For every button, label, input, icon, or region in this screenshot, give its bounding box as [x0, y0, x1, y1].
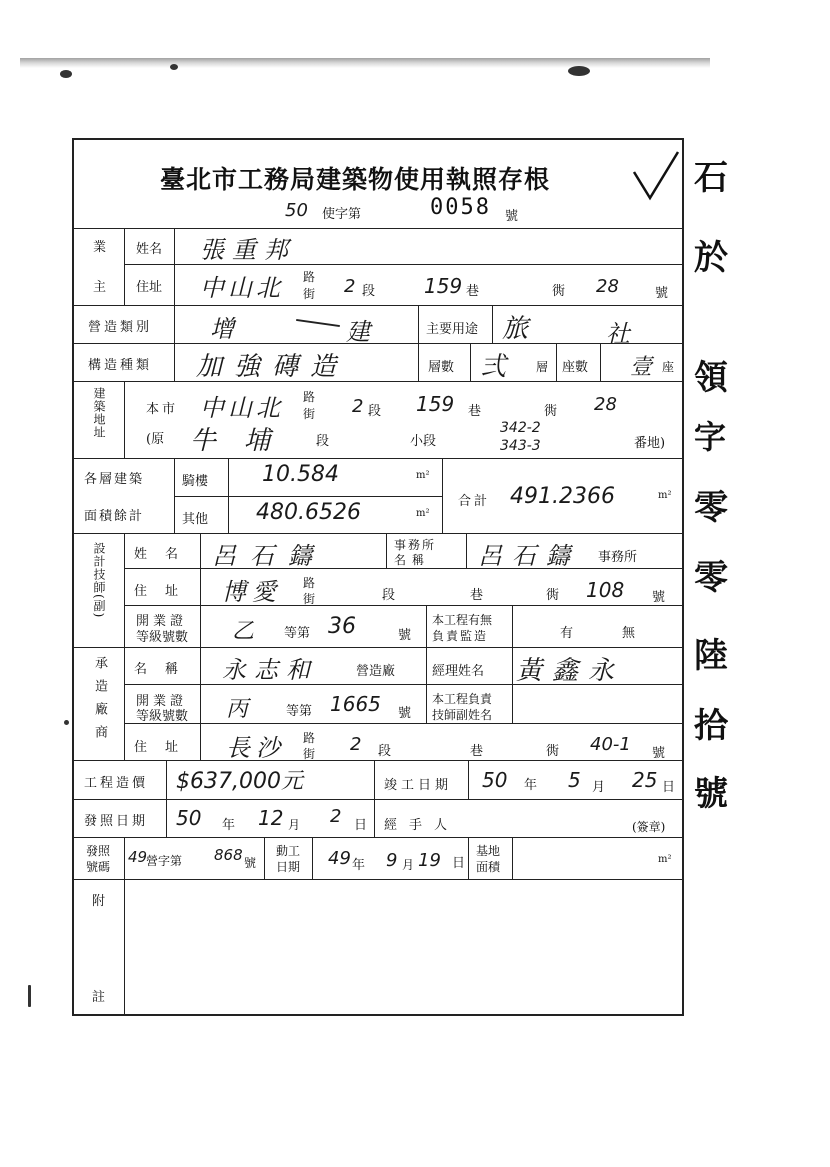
designer-number: 108: [586, 578, 625, 602]
col-divider: [512, 605, 513, 647]
owner-addr-city: 中山北: [200, 274, 284, 302]
scan-edge-shadow: [20, 58, 710, 68]
cost-value: $637,000元: [176, 769, 303, 794]
contractor-road-label: 路: [303, 731, 316, 745]
owner-section-label: 段: [362, 284, 376, 299]
manager-name: 黃鑫永: [516, 656, 625, 686]
sign-label: (簽章): [632, 820, 666, 834]
issue-day: 2: [330, 806, 342, 827]
site-city: 本市: [146, 402, 179, 417]
designer-lane-label: 巷: [470, 588, 484, 603]
use-value-2: 社: [606, 320, 630, 348]
col-divider: [426, 647, 427, 723]
margin-stamp: [692, 150, 732, 830]
area-label-2: 面積餘計: [84, 509, 145, 524]
col-divider: [166, 760, 167, 799]
site-orig-label: (原: [146, 432, 165, 447]
permit-value-suffix: 號: [244, 856, 257, 870]
margin-glyph: 領: [694, 358, 728, 398]
manager-label: 經理姓名: [432, 664, 485, 679]
designer-section-label: 段: [382, 588, 396, 603]
contractor-number: 40-1: [590, 734, 631, 755]
margin-glyph: 零: [694, 488, 728, 528]
col-divider: [124, 879, 125, 1016]
contractor-street-label: 街: [303, 747, 316, 761]
col-divider: [512, 837, 513, 879]
col-divider: [466, 533, 467, 568]
col-divider: [124, 381, 125, 458]
site-lane-label: 巷: [468, 404, 482, 419]
site-section-label: 段: [368, 404, 382, 419]
contractor-name-label: 名稱: [134, 662, 197, 677]
designer-number-label: 號: [652, 590, 666, 605]
owner-road-label: 路: [303, 270, 316, 284]
use-label: 主要用途: [426, 322, 479, 337]
contractor-license-no: 1665: [330, 692, 381, 716]
col-divider: [174, 305, 175, 381]
form-frame: [72, 138, 684, 1016]
count-label: 座數: [562, 360, 589, 375]
floor1-value: 10.584: [262, 462, 339, 487]
col-divider: [470, 343, 471, 381]
contractor-license-mid: 等第: [286, 704, 313, 719]
designer-label: 設計技師(副): [92, 542, 106, 619]
contractor-license-label-1: 開業證: [136, 694, 188, 709]
start-label-1: 動工: [276, 844, 301, 858]
designer-name: 呂石鑄: [212, 542, 326, 570]
row-divider: [72, 228, 684, 229]
row-divider: [72, 458, 684, 459]
contractor-section-label: 段: [378, 744, 392, 759]
finish-day-label: 日: [662, 780, 676, 795]
site-lane: 159: [416, 392, 455, 416]
base-unit: m²: [658, 854, 672, 865]
designer-license-label-2: 等級號數: [136, 630, 189, 645]
site-lot-label: 番地): [634, 436, 666, 451]
site-sub-section-label: 小段: [410, 434, 437, 449]
col-divider: [124, 647, 125, 760]
col-divider: [124, 837, 125, 879]
supervise-label-1: 本工程有無: [432, 613, 493, 627]
start-year: 49: [328, 848, 351, 869]
permit-value-mid: 營字第: [146, 854, 183, 868]
other-unit: m²: [416, 508, 430, 519]
finish-year-label: 年: [524, 778, 538, 793]
margin-glyph: 字: [694, 418, 727, 456]
floors-label: 層數: [428, 360, 455, 375]
owner-alley-label: 衖: [552, 284, 566, 299]
col-divider: [418, 343, 419, 381]
col-divider: [374, 760, 375, 799]
permit-number: 0058: [430, 195, 491, 220]
col-divider: [264, 837, 265, 879]
row-divider: [72, 879, 684, 880]
row-divider: [174, 496, 442, 497]
start-day: 19: [418, 850, 441, 871]
floor1-label: 騎樓: [182, 474, 209, 489]
floor1-unit: m²: [416, 470, 430, 481]
checkmark-icon: [628, 148, 683, 203]
row-divider: [72, 799, 684, 800]
contractor-addr-label: 住址: [134, 740, 197, 755]
office-suffix: 事務所: [598, 550, 638, 565]
contractor-license-grade: 丙: [226, 697, 249, 722]
contractor-name: 永志和: [222, 656, 318, 684]
col-divider: [512, 647, 513, 723]
row-divider: [72, 837, 684, 838]
owner-name-label: 姓名: [136, 242, 163, 257]
floors-unit: 層: [536, 360, 549, 374]
designer-alley-label: 衖: [546, 588, 560, 603]
tech-label-1: 本工程負責: [432, 692, 493, 706]
base-label-2: 面積: [476, 860, 501, 874]
other-label: 其他: [182, 512, 209, 527]
designer-license-no: 36: [328, 614, 356, 639]
total-value: 491.2366: [510, 484, 615, 509]
owner-number-label: 號: [655, 286, 669, 301]
margin-glyph: 號: [694, 774, 728, 814]
form-title: 臺北市工務局建築物使用執照存根: [160, 165, 551, 194]
col-divider: [386, 533, 387, 568]
owner-addr-label: 住址: [136, 280, 163, 295]
col-divider: [600, 343, 601, 381]
designer-addr-label: 住址: [134, 584, 197, 599]
col-divider: [468, 837, 469, 879]
row-divider: [124, 723, 684, 724]
notes-label-top: 附: [92, 894, 106, 909]
designer-license-suffix: 號: [398, 628, 412, 643]
construct-type-2: 建: [346, 318, 370, 346]
start-day-label: 日: [452, 856, 466, 871]
contractor-name-suffix: 營造廠: [356, 664, 396, 679]
site-label: 建築地址: [92, 387, 106, 439]
total-label: 合計: [458, 494, 491, 509]
row-divider: [124, 605, 684, 606]
finish-day: 25: [632, 768, 658, 792]
finish-month-label: 月: [592, 780, 606, 795]
owner-name: 張重邦: [200, 236, 296, 264]
col-divider: [200, 533, 201, 647]
site-road-name: 中山北: [200, 394, 284, 422]
permit-value-prefix: 49: [128, 848, 148, 866]
issue-year: 50: [176, 806, 202, 830]
designer-addr-road: 博愛: [222, 578, 282, 606]
office-label-2: 名稱: [394, 553, 431, 567]
site-street-label: 街: [303, 407, 316, 421]
start-month-label: 月: [402, 858, 415, 872]
site-road-label: 路: [303, 390, 316, 404]
other-value: 480.6526: [256, 500, 361, 525]
owner-label-bottom: 主: [93, 280, 107, 295]
row-divider: [72, 760, 684, 761]
start-month: 9: [386, 850, 398, 871]
site-orig-area: 牛埔: [190, 426, 299, 456]
issue-month-label: 月: [288, 818, 301, 832]
start-label-2: 日期: [276, 860, 301, 874]
col-divider: [418, 305, 419, 343]
designer-license-label-1: 開業證: [136, 614, 188, 629]
contractor-number-label: 號: [652, 746, 666, 761]
row-divider: [72, 343, 684, 344]
col-divider: [174, 458, 175, 533]
use-value-1: 旅: [502, 314, 529, 344]
row-divider: [72, 647, 684, 648]
row-divider: [124, 568, 684, 569]
structure-label: 構造種類: [88, 358, 153, 373]
issue-day-label: 日: [354, 818, 368, 833]
finish-year: 50: [482, 768, 508, 792]
designer-street-label: 街: [303, 592, 316, 606]
permit-number-mid: 使字第: [322, 207, 362, 222]
supervise-yes: 有: [560, 626, 574, 641]
construct-type-1: 增: [210, 315, 234, 343]
finish-month: 5: [568, 768, 581, 792]
office-label-1: 事務所: [394, 538, 437, 552]
col-divider: [374, 799, 375, 837]
designer-name-label: 姓名: [134, 547, 197, 562]
site-orig-section-label: 段: [316, 434, 330, 449]
structure-value: 加強磚造: [196, 352, 349, 382]
contractor-label: 承造廠商: [92, 656, 107, 748]
office-name: 呂石鑄: [478, 542, 580, 570]
row-divider: [72, 533, 684, 534]
col-divider: [442, 458, 443, 533]
issue-month: 12: [258, 806, 284, 830]
col-divider: [124, 533, 125, 647]
contractor-section: 2: [350, 734, 362, 755]
margin-glyph: 拾: [694, 706, 728, 746]
permit-label-2: 號碼: [86, 860, 111, 874]
construct-type-label: 營造類別: [88, 320, 153, 335]
col-divider: [228, 458, 229, 533]
owner-label-top: 業: [93, 240, 107, 255]
total-unit: m²: [658, 490, 672, 501]
notes-label-bottom: 註: [92, 990, 106, 1005]
issue-label: 發照日期: [84, 814, 149, 829]
finish-label: 竣工日期: [384, 778, 453, 793]
permit-value-no: 868: [214, 846, 243, 864]
margin-glyph: 於: [694, 238, 728, 278]
scan-speck: [60, 70, 72, 78]
site-alley-label: 衖: [544, 404, 558, 419]
scan-speck: [28, 985, 31, 1007]
designer-license-grade: 乙: [232, 619, 255, 644]
owner-number: 28: [596, 276, 619, 297]
col-divider: [124, 228, 125, 305]
margin-glyph: 零: [694, 558, 728, 598]
row-divider: [72, 305, 684, 306]
owner-lane: 159: [424, 274, 463, 298]
permit-label-1: 發照: [86, 844, 111, 858]
floors-value: 弍: [480, 352, 507, 382]
site-lot-2: 343-3: [500, 438, 541, 454]
col-divider: [174, 228, 175, 305]
col-divider: [426, 605, 427, 647]
owner-section: 2: [344, 276, 356, 297]
margin-glyph: 石: [694, 158, 728, 198]
row-divider: [72, 381, 684, 382]
col-divider: [200, 647, 201, 760]
count-unit: 座: [662, 360, 675, 374]
contractor-addr-road: 長沙: [226, 734, 286, 762]
handler-label: 經手人: [384, 818, 460, 833]
scan-speck: [170, 64, 178, 70]
contractor-license-label-2: 等級號數: [136, 709, 189, 724]
designer-license-mid: 等第: [284, 626, 311, 641]
margin-glyph: 陸: [694, 636, 728, 676]
cost-label: 工程造價: [84, 776, 149, 791]
supervise-label-2: 負責監造: [432, 629, 489, 643]
contractor-license-suffix: 號: [398, 706, 412, 721]
permit-number-suffix: 號: [505, 209, 519, 224]
scan-speck: [64, 720, 69, 725]
contractor-alley-label: 衖: [546, 744, 560, 759]
count-value: 壹: [630, 355, 653, 380]
permit-year-prefix: 50: [285, 200, 308, 221]
col-divider: [312, 837, 313, 879]
issue-year-label: 年: [222, 818, 236, 833]
area-label-1: 各層建築: [84, 472, 145, 487]
start-year-label: 年: [352, 858, 366, 873]
supervise-no: 無: [622, 626, 636, 641]
owner-street-label: 街: [303, 287, 316, 301]
col-divider: [166, 799, 167, 837]
col-divider: [492, 305, 493, 343]
col-divider: [468, 760, 469, 799]
tech-label-2: 技師副姓名: [432, 708, 493, 722]
site-section: 2: [352, 396, 364, 417]
scan-speck: [568, 66, 590, 76]
owner-lane-label: 巷: [466, 284, 480, 299]
base-label-1: 基地: [476, 844, 501, 858]
site-lot-1: 342-2: [500, 420, 541, 436]
designer-road-label: 路: [303, 576, 316, 590]
site-number: 28: [594, 394, 617, 415]
contractor-lane-label: 巷: [470, 744, 484, 759]
col-divider: [556, 343, 557, 381]
